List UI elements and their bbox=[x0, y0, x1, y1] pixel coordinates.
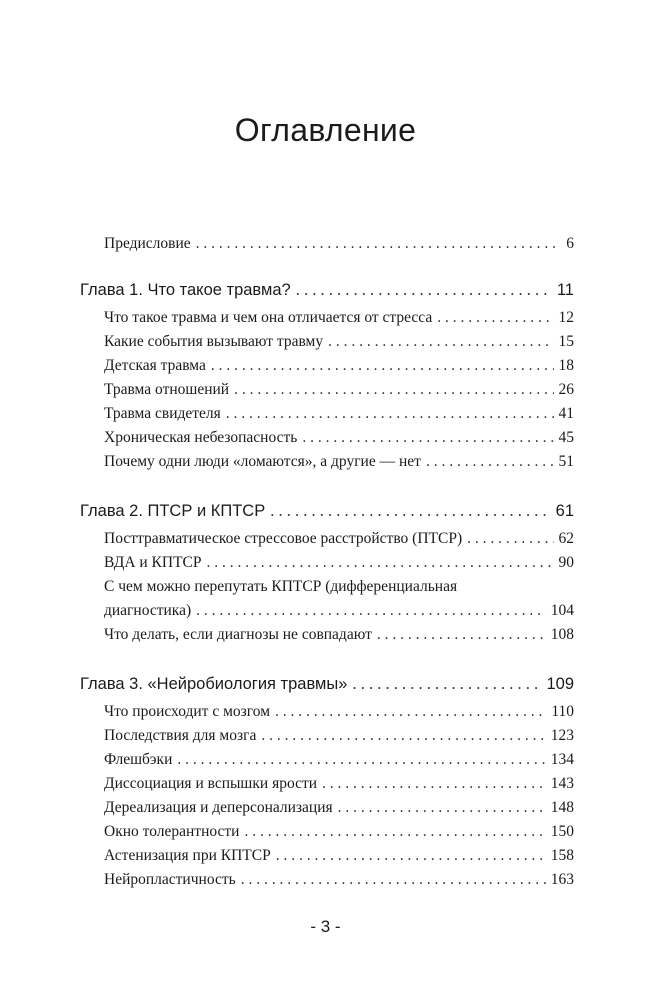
toc-chapter-1[interactable] bbox=[80, 278, 574, 302]
toc-entry[interactable] bbox=[80, 306, 574, 330]
toc-entry-label: Что происходит с мозгом bbox=[104, 703, 270, 720]
chapter-label: Глава 2. ПТСР и КПТСР bbox=[80, 502, 266, 520]
dot-leader bbox=[196, 599, 546, 623]
toc-entry-page: 110 bbox=[551, 703, 574, 720]
toc-entry-page: 158 bbox=[550, 847, 574, 864]
toc-entry[interactable] bbox=[80, 450, 574, 474]
toc-entry-label: Дереализация и деперсонализация bbox=[104, 799, 333, 816]
toc-entry-page: 12 bbox=[558, 309, 574, 326]
dot-leader bbox=[196, 232, 562, 256]
toc-entry-label: Травма отношений bbox=[104, 381, 230, 398]
toc-entry-label: Предисловие bbox=[104, 235, 191, 252]
dot-leader bbox=[211, 354, 554, 378]
toc-entry-page: 6 bbox=[566, 235, 574, 252]
toc-entry-label: Какие события вызывают травму bbox=[104, 333, 324, 350]
toc-entry-page: 90 bbox=[558, 554, 574, 571]
toc-entry[interactable] bbox=[80, 844, 574, 868]
dot-leader bbox=[296, 278, 552, 302]
toc-entry-page: 18 bbox=[558, 357, 574, 374]
toc-entry-preface[interactable] bbox=[80, 232, 574, 256]
toc-entry-page: 163 bbox=[550, 871, 574, 888]
page-number: - 3 - bbox=[310, 917, 341, 936]
dot-leader bbox=[261, 724, 545, 748]
toc-entry-label: Детская травма bbox=[104, 357, 206, 374]
chapter-label: Глава 1. Что такое травма? bbox=[80, 281, 291, 299]
toc-entry[interactable] bbox=[80, 748, 574, 772]
dot-leader bbox=[207, 551, 554, 575]
dot-leader bbox=[270, 499, 550, 523]
toc-chapter-2[interactable] bbox=[80, 499, 574, 523]
toc-entry[interactable] bbox=[80, 820, 574, 844]
toc-entry-label: Флешбэки bbox=[104, 751, 173, 768]
section-spacer bbox=[80, 474, 574, 499]
dot-leader bbox=[276, 844, 546, 868]
dot-leader bbox=[352, 672, 541, 696]
toc-entry-page: 134 bbox=[550, 751, 574, 768]
toc-entry-page: 26 bbox=[558, 381, 574, 398]
toc-entry-page: 62 bbox=[558, 530, 574, 547]
dot-leader bbox=[226, 402, 554, 426]
dot-leader bbox=[322, 772, 546, 796]
dot-leader bbox=[177, 748, 545, 772]
page-title: Оглавление bbox=[234, 112, 417, 148]
toc-entry-label-line2: диагностика) bbox=[104, 602, 192, 619]
toc-entry-label: Окно толерантности bbox=[104, 823, 240, 840]
toc-entry-page: 51 bbox=[558, 453, 574, 470]
toc-entry-label: Почему одни люди «ломаются», а другие — нет bbox=[104, 453, 421, 470]
toc-entry-label: Хроническая небезопасность bbox=[104, 429, 298, 446]
dot-leader bbox=[338, 796, 546, 820]
toc-entry-page: 143 bbox=[550, 775, 574, 792]
toc-entry-page: 123 bbox=[550, 727, 574, 744]
toc-entry-label: Последствия для мозга bbox=[104, 727, 257, 744]
toc-entry[interactable] bbox=[80, 868, 574, 892]
toc-entry-label-line1: С чем можно перепутать КПТСР (дифференциальная bbox=[104, 578, 458, 595]
toc-entry[interactable] bbox=[80, 700, 574, 724]
toc-entry-page: 45 bbox=[558, 429, 574, 446]
toc-entry[interactable] bbox=[80, 402, 574, 426]
dot-leader bbox=[244, 820, 545, 844]
toc-entry[interactable] bbox=[80, 724, 574, 748]
toc-entry-label: Что делать, если диагнозы не совпадают bbox=[104, 626, 372, 643]
toc-entry-label: Травма свидетеля bbox=[104, 405, 221, 422]
toc-entry-label: Диссоциация и вспышки ярости bbox=[104, 775, 318, 792]
toc-entry[interactable] bbox=[80, 551, 574, 575]
dot-leader bbox=[328, 330, 553, 354]
chapter-page: 61 bbox=[555, 502, 574, 520]
toc-entry-label: ВДА и КПТСР bbox=[104, 554, 202, 571]
toc-entry-multiline[interactable] bbox=[80, 575, 574, 623]
dot-leader bbox=[437, 306, 553, 330]
dot-leader bbox=[426, 450, 554, 474]
dot-leader bbox=[234, 378, 553, 402]
toc-entry-label: Астенизация при КПТСР bbox=[104, 847, 271, 864]
toc-entry[interactable] bbox=[80, 796, 574, 820]
toc-entry-page: 148 bbox=[550, 799, 574, 816]
toc-entry-label: Что такое травма и чем она отличается от стресса bbox=[104, 309, 433, 326]
dot-leader bbox=[302, 426, 553, 450]
toc-entry-label: Нейропластичность bbox=[104, 871, 236, 888]
section-spacer bbox=[80, 647, 574, 672]
toc-entry-page: 41 bbox=[558, 405, 574, 422]
toc-chapter-3[interactable] bbox=[80, 672, 574, 696]
chapter-page: 11 bbox=[556, 281, 574, 299]
toc-entry[interactable] bbox=[80, 527, 574, 551]
toc-entry-page: 104 bbox=[550, 602, 574, 619]
toc-entry[interactable] bbox=[80, 623, 574, 647]
dot-leader bbox=[241, 868, 546, 892]
toc-entry-page: 108 bbox=[550, 626, 574, 643]
toc-entry[interactable] bbox=[80, 426, 574, 450]
chapter-label: Глава 3. «Нейробиология травмы» bbox=[80, 675, 348, 693]
chapter-page: 109 bbox=[546, 675, 574, 693]
toc-entry[interactable] bbox=[80, 772, 574, 796]
table-of-contents bbox=[80, 232, 574, 892]
toc-entry[interactable] bbox=[80, 354, 574, 378]
toc-entry[interactable] bbox=[80, 378, 574, 402]
toc-entry-page: 150 bbox=[550, 823, 574, 840]
dot-leader bbox=[377, 623, 546, 647]
toc-entry[interactable] bbox=[80, 330, 574, 354]
toc-entry-page: 15 bbox=[558, 333, 574, 350]
toc-entry-label: Посттравматическое стрессовое расстройство (ПТСР) bbox=[104, 530, 463, 547]
dot-leader bbox=[467, 527, 553, 551]
dot-leader bbox=[275, 700, 546, 724]
